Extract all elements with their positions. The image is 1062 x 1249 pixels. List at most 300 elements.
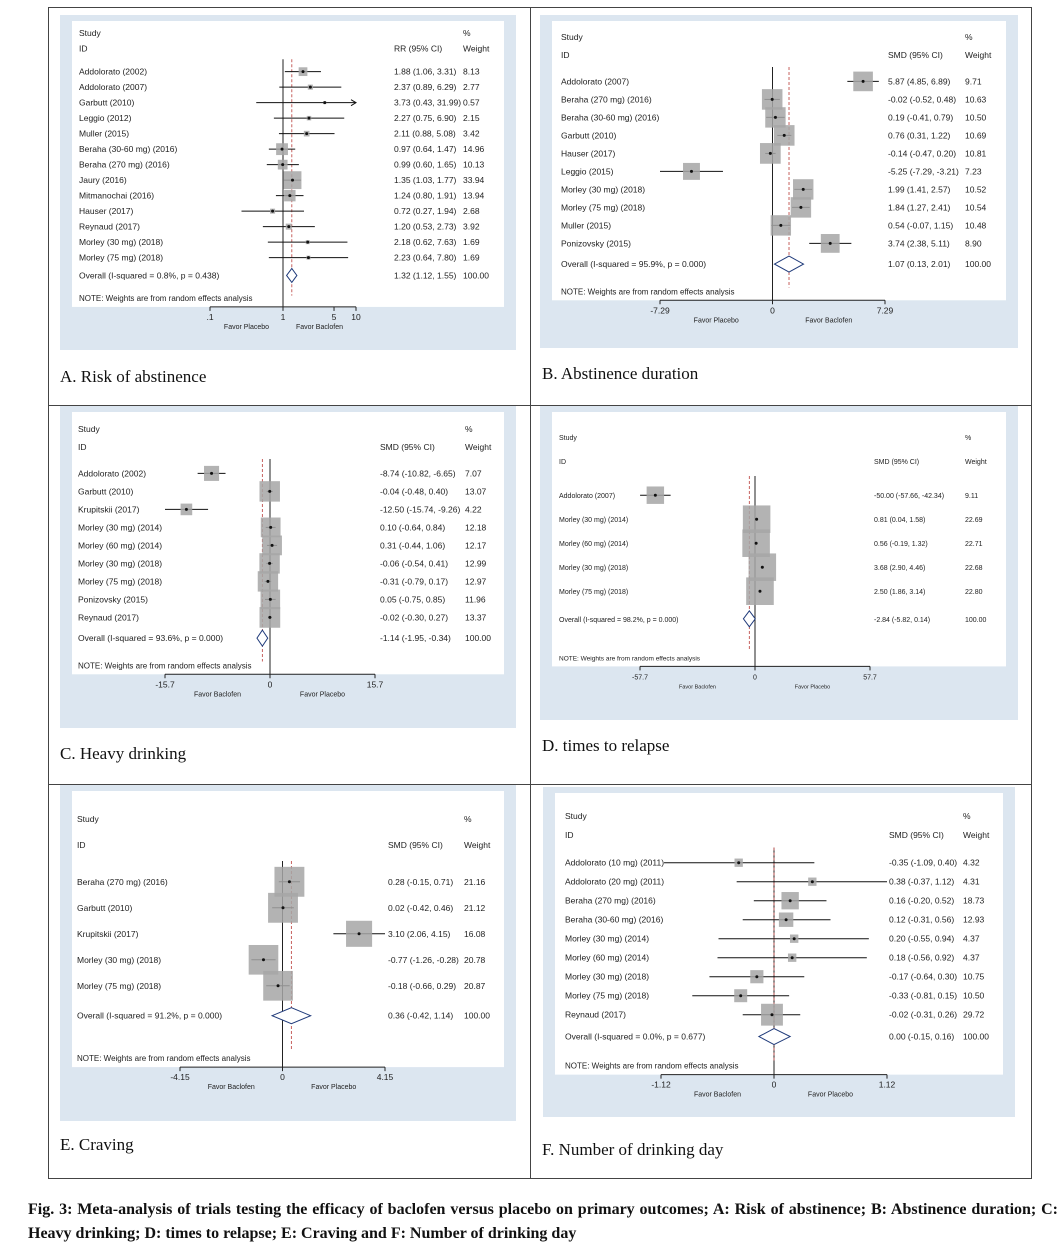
header-weight: Weight	[465, 442, 492, 452]
study-name: Morley (30 mg) (2018)	[78, 558, 163, 569]
study-name: Ponizovsky (2015)	[561, 238, 631, 249]
overall-weight: 100.00	[463, 270, 489, 281]
study-name: Hauser (2017)	[561, 148, 616, 159]
point-estimate	[268, 490, 271, 493]
tick-label: 0	[280, 1072, 285, 1083]
study-ci: 1.35 (1.03, 1.77)	[394, 175, 457, 186]
study-ci: -0.33 (-0.81, 0.15)	[889, 990, 958, 1001]
study-weight: 14.96	[463, 144, 485, 155]
study-weight: 4.22	[465, 504, 482, 515]
weights-note: NOTE: Weights are from random effects analysis	[77, 1054, 251, 1064]
header-study: Study	[77, 814, 99, 824]
header-weight: Weight	[965, 459, 987, 466]
study-weight: 22.69	[965, 517, 983, 525]
study-ci: 1.88 (1.06, 3.31)	[394, 66, 457, 77]
favor-left-label: Favor Baclofen	[693, 1091, 742, 1099]
tick-label: -7.29	[650, 305, 670, 316]
point-estimate	[269, 526, 272, 529]
panel-b-caption: B. Abstinence duration	[542, 364, 699, 383]
tick-label: 57.7	[863, 674, 877, 682]
study-weight: 8.90	[965, 238, 982, 249]
favor-right-label: Favor Placebo	[299, 691, 346, 699]
header-id: ID	[559, 459, 566, 466]
favor-right-label: Favor Placebo	[807, 1091, 854, 1099]
study-name: Morley (60 mg) (2014)	[559, 541, 629, 549]
forest-svg-b	[540, 15, 1018, 348]
study-weight: 22.71	[965, 541, 983, 549]
study-ci: 0.19 (-0.41, 0.79)	[888, 112, 954, 123]
point-estimate	[268, 616, 271, 619]
overall-label: Overall (I-squared = 0.8%, p = 0.438)	[79, 270, 220, 281]
overall-ci: 1.07 (0.13, 2.01)	[888, 259, 951, 270]
tick-label: 7.29	[876, 305, 894, 316]
study-ci: 0.12 (-0.31, 0.56)	[889, 914, 955, 925]
point-estimate	[323, 101, 326, 104]
study-ci: 0.38 (-0.37, 1.12)	[889, 876, 955, 887]
study-weight: 10.81	[965, 148, 987, 159]
favor-right-label: Favor Baclofen	[805, 317, 853, 325]
header-effect: SMD (95% CI)	[874, 459, 920, 466]
study-ci: -0.06 (-0.54, 0.41)	[380, 558, 449, 569]
study-ci: 1.20 (0.53, 2.73)	[394, 221, 457, 232]
study-name: Addolorato (2007)	[79, 82, 148, 93]
forest-plot-d	[540, 406, 1018, 720]
study-name: Morley (75 mg) (2018)	[79, 252, 164, 263]
study-weight: 20.87	[464, 980, 486, 991]
study-name: Morley (60 mg) (2014)	[78, 540, 163, 551]
study-weight: 2.68	[463, 206, 480, 217]
weights-note: NOTE: Weights are from random effects analysis	[78, 661, 252, 671]
overall-weight: 100.00	[965, 259, 991, 270]
study-ci: 0.76 (0.31, 1.22)	[888, 130, 951, 141]
point-estimate	[758, 590, 761, 593]
header-effect: SMD (95% CI)	[388, 840, 443, 850]
study-ci: 0.28 (-0.15, 0.71)	[388, 876, 454, 887]
point-estimate	[210, 472, 213, 475]
point-estimate	[799, 206, 802, 209]
favor-left-label: Favor Placebo	[693, 317, 739, 325]
overall-weight: 100.00	[965, 616, 987, 624]
header-effect: SMD (95% CI)	[888, 50, 943, 60]
header-study: Study	[559, 435, 577, 442]
study-weight: 12.97	[465, 576, 487, 587]
point-estimate	[358, 932, 361, 935]
point-estimate	[755, 542, 758, 545]
header-study: Study	[561, 32, 583, 42]
header-study: Study	[565, 811, 587, 821]
overall-ci: -1.14 (-1.95, -0.34)	[380, 633, 451, 644]
study-weight: 33.94	[463, 175, 485, 186]
header-pct: %	[465, 424, 473, 434]
study-weight: 10.69	[965, 130, 987, 141]
tick-label: -1.12	[651, 1079, 671, 1090]
study-name: Beraha (270 mg) (2016)	[565, 895, 656, 906]
study-name: Muller (2015)	[79, 128, 130, 139]
favor-left-label: Favor Placebo	[223, 323, 270, 331]
study-weight: 29.72	[963, 1009, 985, 1020]
study-ci: -0.14 (-0.47, 0.20)	[888, 148, 957, 159]
point-estimate	[269, 598, 272, 601]
point-estimate	[783, 134, 786, 137]
point-estimate	[774, 116, 777, 119]
point-estimate	[305, 132, 308, 135]
point-estimate	[271, 210, 274, 213]
point-estimate	[307, 256, 310, 259]
point-estimate	[755, 518, 758, 521]
tick-label: 15.7	[366, 679, 384, 690]
study-ci: 1.24 (0.80, 1.91)	[394, 190, 457, 201]
study-weight: 3.42	[463, 128, 480, 139]
study-name: Leggio (2012)	[79, 113, 132, 124]
study-ci: -0.31 (-0.79, 0.17)	[380, 576, 449, 587]
study-ci: -12.50 (-15.74, -9.26)	[380, 504, 461, 515]
point-estimate	[302, 70, 305, 73]
header-pct: %	[965, 32, 973, 42]
weights-note: NOTE: Weights are from random effects analysis	[79, 293, 253, 303]
study-name: Morley (30 mg) (2014)	[565, 933, 650, 944]
study-weight: 12.17	[465, 540, 487, 551]
header-effect: RR (95% CI)	[394, 43, 443, 54]
study-name: Garbutt (2010)	[77, 902, 133, 913]
overall-weight: 100.00	[465, 633, 491, 644]
header-id: ID	[561, 50, 570, 60]
study-name: Krupitskii (2017)	[78, 504, 140, 515]
forest-plot-a	[60, 15, 516, 350]
study-weight: 10.50	[965, 112, 987, 123]
study-ci: 3.74 (2.38, 5.11)	[888, 238, 950, 249]
header-pct: %	[963, 811, 971, 821]
header-id: ID	[78, 442, 87, 452]
forest-svg-d	[540, 406, 1018, 720]
point-estimate	[287, 225, 290, 228]
study-weight: 13.07	[465, 486, 487, 497]
forest-plot-b	[540, 15, 1018, 348]
point-estimate	[769, 152, 772, 155]
tick-label: -15.7	[155, 679, 175, 690]
study-weight: 2.77	[463, 82, 480, 93]
tick-label: .1	[206, 311, 214, 322]
point-estimate	[785, 918, 788, 921]
forest-panel-d	[530, 404, 1032, 776]
study-ci: -8.74 (-10.82, -6.65)	[380, 468, 456, 479]
study-ci: -5.25 (-7.29, -3.21)	[888, 166, 959, 177]
tick-label: 0	[771, 1079, 777, 1090]
panel-e-caption: E. Craving	[60, 1135, 134, 1154]
point-estimate	[654, 494, 657, 497]
point-estimate	[755, 975, 758, 978]
point-estimate	[789, 899, 792, 902]
study-weight: 18.73	[963, 895, 985, 906]
study-ci: -0.04 (-0.48, 0.40)	[380, 486, 449, 497]
study-weight: 0.57	[463, 97, 480, 108]
study-weight: 12.18	[465, 522, 487, 533]
point-estimate	[690, 170, 693, 173]
header-weight: Weight	[965, 50, 992, 60]
study-weight: 10.63	[965, 94, 987, 105]
point-estimate	[761, 566, 764, 569]
tick-label: 5	[331, 311, 337, 322]
study-ci: 2.23 (0.64, 7.80)	[394, 252, 457, 263]
study-ci: 0.97 (0.64, 1.47)	[394, 144, 457, 155]
point-estimate	[271, 544, 274, 547]
study-weight: 9.11	[965, 493, 979, 501]
study-name: Morley (30 mg) (2018)	[561, 184, 646, 195]
point-estimate	[771, 98, 774, 101]
header-weight: Weight	[463, 43, 490, 54]
study-weight: 1.69	[463, 237, 480, 248]
study-name: Mitmanochai (2016)	[79, 190, 155, 201]
favor-right-label: Favor Baclofen	[295, 323, 344, 331]
overall-weight: 100.00	[963, 1031, 989, 1042]
study-weight: 10.75	[963, 971, 985, 982]
study-name: Morley (30 mg) (2018)	[559, 565, 629, 573]
study-weight: 4.37	[963, 933, 980, 944]
panel-c-caption: C. Heavy drinking	[60, 744, 187, 763]
panel-a-caption: A. Risk of abstinence	[60, 367, 207, 386]
point-estimate	[288, 880, 291, 883]
forest-svg-e	[60, 785, 516, 1121]
header-pct: %	[463, 28, 471, 38]
study-weight: 10.13	[463, 159, 485, 170]
overall-label: Overall (I-squared = 93.6%, p = 0.000)	[78, 633, 224, 644]
overall-label: Overall (I-squared = 91.2%, p = 0.000)	[77, 1010, 223, 1021]
point-estimate	[268, 562, 271, 565]
forest-panel-e	[48, 783, 530, 1179]
study-name: Reynaud (2017)	[79, 221, 140, 232]
study-weight: 1.69	[463, 252, 480, 263]
study-ci: 2.50 (1.86, 3.14)	[874, 589, 926, 597]
forest-svg-f	[543, 787, 1015, 1117]
point-estimate	[770, 1013, 773, 1016]
study-weight: 9.71	[965, 76, 982, 87]
tick-label: 0	[770, 305, 775, 316]
study-name: Ponizovsky (2015)	[78, 594, 148, 605]
study-ci: 0.16 (-0.20, 0.52)	[889, 895, 955, 906]
study-name: Morley (75 mg) (2018)	[559, 589, 629, 597]
point-estimate	[185, 508, 188, 511]
study-ci: 0.18 (-0.56, 0.92)	[889, 952, 955, 963]
study-name: Addolorato (10 mg) (2011)	[565, 857, 665, 868]
header-id: ID	[79, 43, 88, 54]
study-ci: 2.18 (0.62, 7.63)	[394, 237, 457, 248]
overall-ci: 0.00 (-0.15, 0.16)	[889, 1031, 955, 1042]
study-ci: 2.37 (0.89, 6.29)	[394, 82, 457, 93]
study-weight: 4.37	[963, 952, 980, 963]
study-weight: 20.78	[464, 954, 486, 965]
forest-svg-c	[60, 406, 516, 728]
study-ci: 2.11 (0.88, 5.08)	[394, 128, 456, 139]
study-ci: 0.54 (-0.07, 1.15)	[888, 220, 954, 231]
overall-label: Overall (I-squared = 0.0%, p = 0.677)	[565, 1031, 706, 1042]
study-name: Addolorato (2007)	[559, 493, 616, 501]
point-estimate	[779, 224, 782, 227]
header-study: Study	[78, 424, 100, 434]
favor-left-label: Favor Baclofen	[207, 1084, 255, 1092]
study-weight: 10.52	[965, 184, 987, 195]
study-ci: 0.31 (-0.44, 1.06)	[380, 540, 446, 551]
study-ci: -0.02 (-0.31, 0.26)	[889, 1009, 958, 1020]
point-estimate	[281, 148, 284, 151]
study-name: Krupitskii (2017)	[77, 928, 139, 939]
study-weight: 13.94	[463, 190, 485, 201]
study-weight: 4.32	[963, 857, 980, 868]
study-name: Morley (75 mg) (2018)	[78, 576, 163, 587]
point-estimate	[811, 880, 814, 883]
panel-d-caption: D. times to relapse	[542, 736, 670, 755]
study-ci: 2.27 (0.75, 6.90)	[394, 113, 457, 124]
point-estimate	[306, 241, 309, 244]
study-weight: 21.12	[464, 902, 486, 913]
point-estimate	[262, 958, 265, 961]
study-name: Addolorato (2002)	[78, 468, 147, 479]
tick-label: 1.12	[878, 1079, 896, 1090]
point-estimate	[281, 906, 284, 909]
study-ci: 0.05 (-0.75, 0.85)	[380, 594, 446, 605]
study-ci: 3.68 (2.90, 4.46)	[874, 565, 926, 573]
study-name: Beraha (270 mg) (2016)	[561, 94, 652, 105]
study-weight: 11.96	[465, 594, 486, 605]
study-weight: 10.54	[965, 202, 987, 213]
study-ci: 1.99 (1.41, 2.57)	[888, 184, 951, 195]
study-ci: 0.99 (0.60, 1.65)	[394, 159, 457, 170]
forest-panel-f	[530, 783, 1032, 1179]
point-estimate	[802, 188, 805, 191]
study-name: Morley (75 mg) (2018)	[561, 202, 646, 213]
study-name: Morley (30 mg) (2018)	[565, 971, 650, 982]
study-ci: -0.77 (-1.26, -0.28)	[388, 954, 459, 965]
favor-right-label: Favor Placebo	[794, 684, 831, 691]
study-name: Hauser (2017)	[79, 206, 134, 217]
study-name: Addolorato (2007)	[561, 76, 630, 87]
study-name: Morley (75 mg) (2018)	[565, 990, 650, 1001]
study-name: Beraha (30-60 mg) (2016)	[561, 112, 660, 123]
overall-label: Overall (I-squared = 98.2%, p = 0.000)	[559, 616, 679, 624]
study-name: Beraha (30-60 mg) (2016)	[565, 914, 664, 925]
point-estimate	[288, 194, 291, 197]
point-estimate	[281, 163, 284, 166]
study-name: Beraha (270 mg) (2016)	[77, 876, 168, 887]
forest-plot-c	[60, 406, 516, 728]
overall-ci: -2.84 (-5.82, 0.14)	[874, 616, 931, 624]
weights-note: NOTE: Weights are from random effects analysis	[565, 1061, 739, 1071]
study-name: Addolorato (20 mg) (2011)	[565, 876, 665, 887]
study-name: Reynaud (2017)	[565, 1009, 626, 1020]
study-ci: 0.02 (-0.42, 0.46)	[388, 902, 454, 913]
tick-label: -4.15	[170, 1072, 190, 1083]
overall-ci: 0.36 (-0.42, 1.14)	[388, 1010, 454, 1021]
study-weight: 12.99	[465, 558, 487, 569]
study-ci: 3.73 (0.43, 31.99)	[394, 97, 462, 108]
panel-f-caption: F. Number of drinking day	[542, 1140, 724, 1159]
forest-plot-f	[543, 787, 1015, 1117]
favor-left-label: Favor Baclofen	[679, 684, 716, 691]
study-weight: 21.16	[464, 876, 486, 887]
forest-panel-c	[48, 404, 530, 776]
weights-note: NOTE: Weights are from random effects analysis	[561, 287, 735, 297]
tick-label: 0	[267, 679, 273, 690]
study-ci: 0.56 (-0.19, 1.32)	[874, 541, 928, 549]
tick-label: 1	[280, 311, 286, 322]
header-effect: SMD (95% CI)	[889, 830, 944, 840]
study-ci: 0.10 (-0.64, 0.84)	[380, 522, 446, 533]
study-ci: 3.10 (2.06, 4.15)	[388, 928, 451, 939]
overall-ci: 1.32 (1.12, 1.55)	[394, 270, 457, 281]
study-weight: 16.08	[464, 928, 486, 939]
study-ci: -0.17 (-0.64, 0.30)	[889, 971, 958, 982]
study-name: Beraha (270 mg) (2016)	[79, 159, 170, 170]
tick-label: 10	[351, 311, 361, 322]
study-name: Leggio (2015)	[561, 166, 614, 177]
study-name: Morley (30 mg) (2018)	[79, 237, 164, 248]
study-weight: 22.68	[965, 565, 983, 573]
figure-caption: Fig. 3: Meta-analysis of trials testing the efficacy of baclofen versus placebo on primary outcomes; A: Risk of abstinence; B: Abstinence duration; C: Heavy drinking; D: times to relapse; E: Craving and F: Number of drinking day	[28, 1201, 1058, 1242]
study-name: Morley (60 mg) (2014)	[565, 952, 650, 963]
study-weight: 3.92	[463, 221, 480, 232]
study-name: Morley (75 mg) (2018)	[77, 980, 162, 991]
tick-label: 0	[753, 674, 757, 682]
favor-right-label: Favor Placebo	[311, 1084, 357, 1092]
header-effect: SMD (95% CI)	[380, 442, 435, 452]
point-estimate	[307, 117, 310, 120]
study-ci: -0.02 (-0.30, 0.27)	[380, 612, 449, 623]
study-name: Morley (30 mg) (2018)	[77, 954, 162, 965]
study-ci: 5.87 (4.85, 6.89)	[888, 76, 951, 87]
study-name: Morley (30 mg) (2014)	[78, 522, 163, 533]
forest-svg-a	[60, 15, 516, 350]
study-ci: -50.00 (-57.66, -42.34)	[874, 493, 945, 501]
study-ci: -0.35 (-1.09, 0.40)	[889, 857, 958, 868]
study-name: Addolorato (2002)	[79, 66, 148, 77]
point-estimate	[737, 861, 740, 864]
point-estimate	[862, 80, 865, 83]
point-estimate	[791, 956, 794, 959]
plot-area	[552, 412, 1006, 666]
header-id: ID	[77, 840, 86, 850]
study-name: Garbutt (2010)	[561, 130, 617, 141]
point-estimate	[829, 242, 832, 245]
study-weight: 12.93	[963, 914, 985, 925]
weights-note: NOTE: Weights are from random effects analysis	[559, 655, 701, 663]
study-name: Beraha (30-60 mg) (2016)	[79, 144, 178, 155]
point-estimate	[793, 937, 796, 940]
header-study: Study	[79, 28, 101, 38]
study-weight: 10.50	[963, 990, 985, 1001]
study-ci: 0.72 (0.27, 1.94)	[394, 206, 457, 217]
overall-label: Overall (I-squared = 95.9%, p = 0.000)	[561, 259, 707, 270]
header-pct: %	[464, 814, 472, 824]
study-weight: 4.31	[963, 876, 980, 887]
header-id: ID	[565, 830, 574, 840]
study-name: Morley (30 mg) (2014)	[559, 517, 629, 525]
study-weight: 7.23	[965, 166, 982, 177]
overall-weight: 100.00	[464, 1010, 490, 1021]
point-estimate	[266, 580, 269, 583]
tick-label: -57.7	[632, 674, 648, 682]
study-weight: 22.80	[965, 589, 983, 597]
study-weight: 13.37	[465, 612, 487, 623]
favor-left-label: Favor Baclofen	[193, 691, 242, 699]
study-name: Jaury (2016)	[79, 175, 127, 186]
study-ci: 0.20 (-0.55, 0.94)	[889, 933, 955, 944]
tick-label: 4.15	[376, 1072, 394, 1083]
header-weight: Weight	[464, 840, 491, 850]
study-weight: 2.15	[463, 113, 480, 124]
study-ci: 0.81 (0.04, 1.58)	[874, 517, 926, 525]
header-weight: Weight	[963, 830, 990, 840]
study-weight: 10.48	[965, 220, 987, 231]
header-pct: %	[965, 435, 972, 442]
study-weight: 7.07	[465, 468, 482, 479]
